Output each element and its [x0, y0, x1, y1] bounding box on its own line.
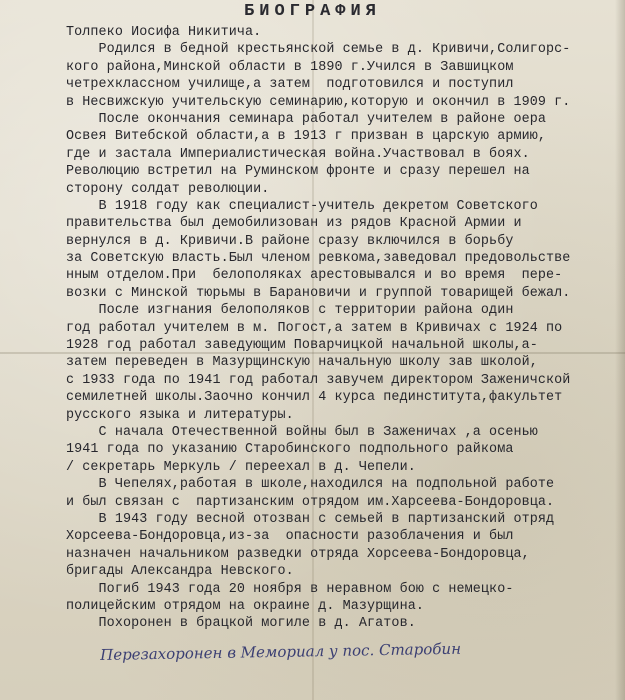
text-line: вернулся в д. Кривичи.В районе сразу включился в борьбу [66, 233, 514, 249]
text-line: год работал учителем в м. Погост,а затем в Кривичах с 1924 по [66, 320, 563, 336]
text-line: затем переведен в Мазурщинскую начальную школу зав школой, [66, 355, 538, 371]
text-line: Революцию встретил на Руминском фронте и сразу перешел на [66, 164, 530, 180]
text-line: полицейским отрядом на окраине д. Мазурщина. [66, 598, 424, 614]
text-line: 1941 года по указанию Старобинского подпольного райкома [66, 442, 514, 458]
text-line: правительства был демобилизован из рядов Красной Армии и [66, 216, 522, 232]
text-line: / секретарь Меркуль / переехал в д. Чепели. [66, 459, 416, 475]
text-line: за Советскую власть.Был членом ревкома,заведовал предовольстве [66, 251, 571, 267]
text-line: Освея Витебской области,а в 1913 г призван в царскую армию, [66, 129, 547, 145]
text-line: Похоронен в брацкой могиле в д. Агатов. [66, 616, 416, 632]
text-line: семилетней школы.Заочно кончил 4 курса пединститута,факультет [66, 390, 563, 406]
text-line: После изгнания белополяков с территории района один [66, 303, 514, 319]
text-line: В Чепелях,работая в школе,находился на подпольной работе [66, 477, 555, 493]
text-line: и был связан с партизанским отрядом им.Харсеева-Бондоровца. [66, 494, 555, 510]
text-line: С начала Отечественной войны был в Заженичах ,а осенью [66, 424, 538, 440]
text-line: где и застала Империалистическая война.Участвовал в боях. [66, 146, 530, 162]
text-line: назначен начальником разведки отряда Хорсеева-Бондоровца, [66, 546, 530, 562]
document-title: БИОГРАФИЯ [244, 2, 381, 21]
text-line: В 1943 году весной отозван с семьей в партизанский отряд [66, 511, 555, 527]
text-line: Погиб 1943 года 20 ноября в неравном бою с немецко- [66, 581, 514, 597]
text-line: Хорсеева-Бондоровца,из-за опасности разоблачения и был [66, 529, 514, 545]
text-line: После окончания семинара работал учителем в районе оера [66, 111, 547, 127]
text-line: В 1918 году как специалист-учитель декретом Советского [66, 198, 538, 214]
text-line: нным отделом.При белополяках арестовывался и во время пере- [66, 268, 563, 284]
text-line: сторону солдат революции. [66, 181, 270, 197]
text-line: русского языка и литературы. [66, 407, 294, 423]
biography-text [66, 24, 621, 633]
text-line: 1928 год работал заведующим Поварчицкой начальной школы,а- [66, 338, 538, 354]
text-line: возки с Минской тюрьмы в Барановичи и группой товарищей бежал. [66, 285, 571, 301]
text-line: Родился в бедной крестьянской семье в д. Кривичи,Солигорс- [66, 42, 571, 58]
text-line: Толпеко Иосифа Никитича. [66, 25, 262, 40]
text-line: четрехклассном училище,а затем подготовился и поступил [66, 77, 514, 93]
text-line: кого района,Минской области в 1890 г.Учился в Завшицком [66, 59, 514, 75]
text-line: с 1933 года по 1941 год работал завучем директором Заженичской [66, 372, 571, 388]
handwritten-note: Перезахоронен в Мемориал у пос. Старобин [100, 639, 462, 664]
text-line: в Несвижскую учительскую семинарию,которую и окончил в 1909 г. [66, 94, 571, 110]
text-line: бригады Александра Невского. [66, 564, 294, 580]
